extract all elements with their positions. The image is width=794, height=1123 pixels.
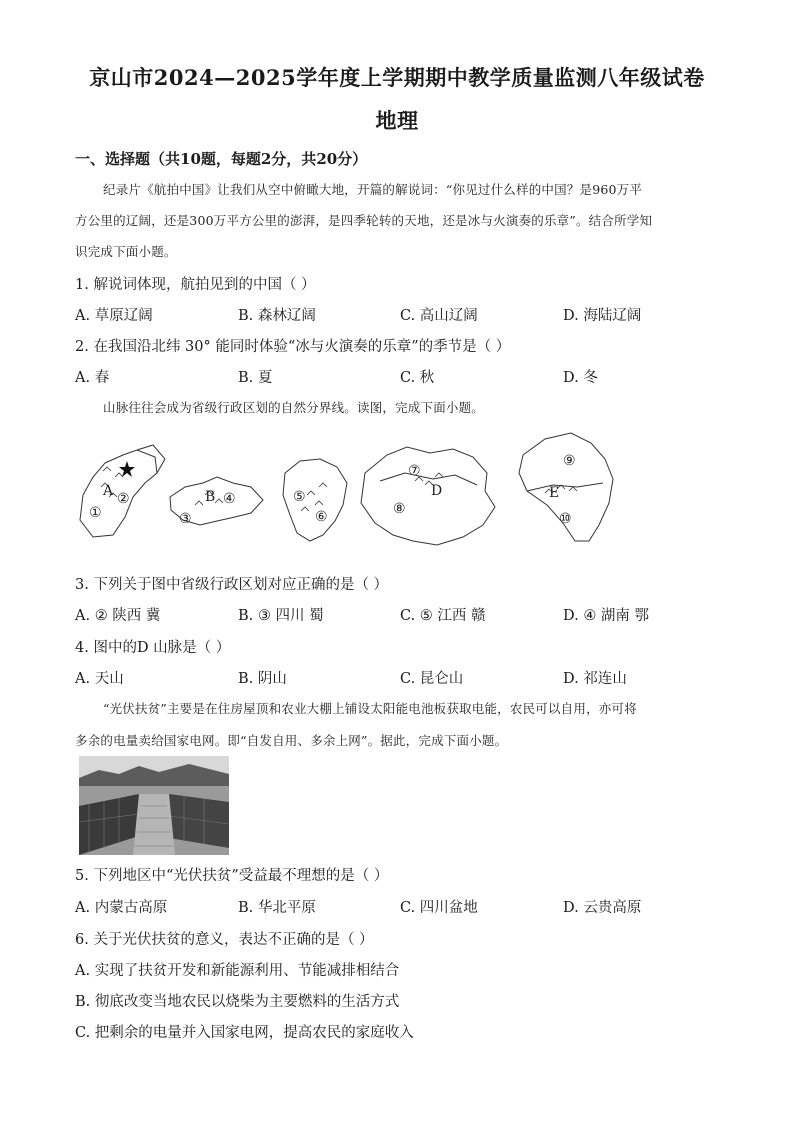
q5-option-a: A. 内蒙古高原 bbox=[75, 900, 168, 916]
q3-option-c: C. ⑤ 江西 赣 bbox=[400, 608, 486, 624]
map-label-9: ⑨ bbox=[563, 453, 576, 469]
map-label-b: B bbox=[205, 489, 216, 505]
map-label-a: A bbox=[103, 483, 114, 499]
section-heading: 一、选择题（共10题，每题2分，共20分） bbox=[75, 150, 368, 168]
map-label-6: ⑥ bbox=[315, 509, 328, 525]
question-4-stem: 4. 图中的D 山脉是（ ） bbox=[75, 640, 231, 656]
q5-option-d: D. 云贵高原 bbox=[563, 900, 642, 916]
passage2: 山脉往往会成为省级行政区划的自然分界线。读图，完成下面小题。 bbox=[103, 400, 485, 415]
q5-option-c: C. 四川盆地 bbox=[400, 900, 478, 916]
q2-option-b: B. 夏 bbox=[238, 370, 273, 386]
capital-star-icon bbox=[119, 461, 135, 477]
passage1-line3: 识完成下面小题。 bbox=[75, 244, 177, 259]
q4-option-b: B. 阴山 bbox=[238, 671, 287, 687]
map-label-8: ⑧ bbox=[393, 501, 406, 517]
q5-option-b: B. 华北平原 bbox=[238, 900, 316, 916]
q1-option-a: A. 草原辽阔 bbox=[75, 308, 153, 324]
q4-option-a: A. 天山 bbox=[75, 671, 124, 687]
map-label-4: ④ bbox=[223, 491, 236, 507]
passage3-line1: “光伏扶贫”主要是在住房屋顶和农业大棚上铺设太阳能电池板获取电能，农民可以自用，亦可将 bbox=[103, 701, 637, 716]
q6-option-c: C. 把剩余的电量并入国家电网，提高农民的家庭收入 bbox=[75, 1025, 414, 1041]
q2-option-d: D. 冬 bbox=[563, 370, 598, 386]
q4-option-c: C. 昆仑山 bbox=[400, 671, 464, 687]
q2-option-c: C. 秋 bbox=[400, 370, 435, 386]
map-label-7: ⑦ bbox=[408, 463, 421, 479]
map-label-d: D bbox=[431, 483, 443, 499]
q1-option-b: B. 森林辽阔 bbox=[238, 308, 316, 324]
map-label-10: ⑩ bbox=[559, 511, 572, 527]
solar-panel-photo bbox=[79, 756, 229, 855]
map-label-1: ① bbox=[89, 505, 102, 521]
question-5-stem: 5. 下列地区中“光伏扶贫”受益最不理想的是（ ） bbox=[75, 868, 389, 884]
q1-option-d: D. 海陆辽阔 bbox=[563, 308, 642, 324]
passage3-line2: 多余的电量卖给国家电网。即“自发自用、多余上网”。据此，完成下面小题。 bbox=[75, 733, 508, 748]
passage1-line1: 纪录片《航拍中国》让我们从空中俯瞰大地，开篇的解说词：“你见过什么样的中国？是960万平 bbox=[103, 182, 643, 197]
subject-title: 地理 bbox=[375, 108, 419, 133]
question-2-stem: 2. 在我国沿北纬 30° 能同时体验“冰与火演奏的乐章”的季节是（ ） bbox=[75, 339, 511, 355]
question-3-stem: 3. 下列关于图中省级行政区划对应正确的是（ ） bbox=[75, 577, 389, 593]
question-1-stem: 1. 解说词体现，航拍见到的中国（ ） bbox=[75, 277, 316, 293]
map-label-3: ③ bbox=[179, 511, 192, 527]
q3-option-a: A. ② 陕西 冀 bbox=[75, 608, 161, 624]
province-outline-maps bbox=[75, 425, 725, 555]
map-label-2: ② bbox=[117, 491, 130, 507]
q2-option-a: A. 春 bbox=[75, 370, 110, 386]
province-map-4 bbox=[361, 447, 495, 545]
map-label-e: E bbox=[549, 485, 560, 501]
question-6-stem: 6. 关于光伏扶贫的意义，表达不正确的是（ ） bbox=[75, 932, 374, 948]
exam-title: 京山市2024—2025学年度上学期期中教学质量监测八年级试卷 bbox=[89, 65, 705, 90]
q3-option-b: B. ③ 四川 蜀 bbox=[238, 608, 324, 624]
map-label-5: ⑤ bbox=[293, 489, 306, 505]
q1-option-c: C. 高山辽阔 bbox=[400, 308, 478, 324]
q6-option-b: B. 彻底改变当地农民以烧柴为主要燃料的生活方式 bbox=[75, 994, 400, 1010]
q6-option-a: A. 实现了扶贫开发和新能源利用、节能减排相结合 bbox=[75, 963, 400, 979]
passage1-line2: 方公里的辽阔，还是300万平方公里的澎湃，是四季轮转的天地，还是冰与火演奏的乐章”。结合所学知 bbox=[75, 213, 653, 228]
q3-option-d: D. ④ 湖南 鄂 bbox=[563, 608, 650, 624]
q4-option-d: D. 祁连山 bbox=[563, 671, 627, 687]
